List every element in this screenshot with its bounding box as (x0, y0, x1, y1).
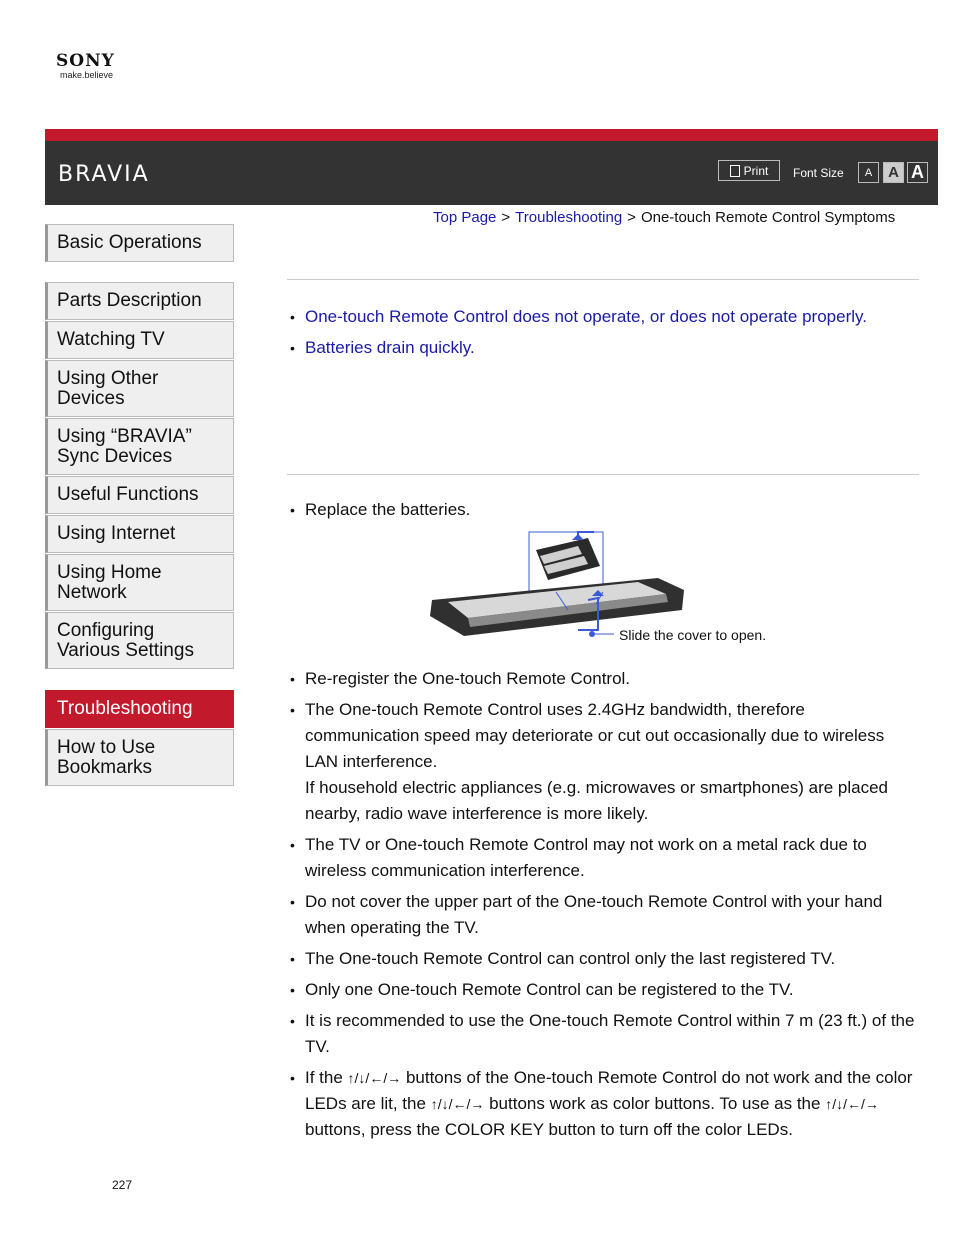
list-item (290, 946, 920, 972)
sidebar-item-label: Useful Functions (57, 484, 199, 505)
list-item (290, 497, 920, 523)
sidebar-item-basic-operations[interactable] (45, 224, 234, 262)
solution-text: Do not cover the upper part of the One-touch Remote Control with your hand when operating the TV. (305, 892, 883, 937)
solution-text: Re-register the One-touch Remote Control. (305, 669, 631, 688)
symptom-list (290, 304, 920, 366)
solution-text: Replace the batteries. (305, 500, 471, 519)
breadcrumb-troubleshooting[interactable]: Troubleshooting (515, 209, 623, 226)
arrow-buttons-icon: ↑/↓/←/→ (430, 1096, 485, 1112)
page-number: 227 (112, 1178, 133, 1192)
breadcrumb-top-page[interactable]: Top Page (433, 209, 497, 226)
solution-list-top (290, 497, 920, 528)
breadcrumb-current: One-touch Remote Control Symptoms (640, 209, 896, 226)
solution-text: • The One-touch Remote Control uses 2.4GHz bandwidth, therefore communication speed may deteriorate or cut out occasionally due to wireless LAN interference. (305, 700, 885, 771)
section-divider (287, 279, 919, 280)
sidebar-item-using-internet[interactable] (45, 515, 234, 553)
sidebar-item-label: Parts Description (57, 290, 202, 311)
sidebar-item-bravia-sync-devices[interactable] (45, 418, 234, 475)
sidebar-item-label: How to Use Bookmarks (57, 736, 156, 778)
sidebar-item-label: Using Other Devices (57, 367, 159, 409)
sidebar-item-label: Using Home Network (57, 561, 162, 603)
figure-caption: Slide the cover to open. (619, 627, 767, 643)
arrow-note-text: buttons work as color buttons. To use as the (489, 1094, 821, 1113)
solution-text: The One-touch Remote Control can control only the last registered TV. (305, 949, 836, 968)
arrow-buttons-icon: ↑/↓/←/→ (347, 1070, 402, 1086)
symptom-link[interactable]: One-touch Remote Control does not operate, or does not operate properly. (305, 307, 867, 326)
arrow-note-text: buttons of the One-touch Remote Control do not work and the color LEDs are lit, the (305, 1068, 913, 1113)
list-item (290, 1065, 920, 1143)
sidebar-item-label: Using “BRAVIA” Sync Devices (57, 425, 192, 467)
header-accent-stripe (45, 129, 938, 141)
sidebar-item-how-to-use-bookmarks[interactable] (45, 729, 234, 786)
sidebar-item-configuring-settings[interactable] (45, 612, 234, 669)
sony-tagline: make.believe (60, 70, 114, 80)
list-item (290, 304, 920, 330)
breadcrumb-separator: > (627, 209, 636, 226)
list-item (290, 666, 920, 692)
sidebar-item-label: Basic Operations (57, 232, 202, 253)
list-item (290, 832, 920, 884)
breadcrumb-separator: > (501, 209, 511, 226)
solution-note: If household electric appliances (e.g. microwaves or smartphones) are placed nearby, radio wave interference is more likely. (305, 778, 889, 823)
list-item (290, 977, 920, 1003)
font-size-large-button[interactable]: A (907, 162, 928, 183)
arrow-buttons-icon: ↑/↓/←/→ (825, 1096, 879, 1112)
sidebar-item-label: Configuring Various Settings (57, 619, 194, 661)
list-item (290, 889, 920, 941)
arrow-note-text: buttons, press the COLOR KEY button to turn off the color LEDs. (305, 1120, 793, 1139)
arrow-note-text: If the (305, 1068, 343, 1087)
sidebar-item-parts-description[interactable] (45, 282, 234, 320)
sidebar-item-using-home-network[interactable] (45, 554, 234, 611)
breadcrumb (433, 209, 895, 226)
solution-text: Only one One-touch Remote Control can be registered to the TV. (305, 980, 794, 999)
font-size-medium-button[interactable]: A (883, 162, 904, 183)
solution-list (290, 666, 920, 1148)
print-button[interactable] (718, 160, 780, 181)
print-label: Print (743, 163, 769, 178)
bravia-logo: BRAVIA (58, 162, 150, 187)
sidebar-item-label: Watching TV (57, 329, 165, 350)
sidebar-item-watching-tv[interactable] (45, 321, 234, 359)
header-bar (45, 129, 938, 205)
sidebar-item-label: Using Internet (57, 523, 176, 544)
list-item (290, 335, 920, 361)
sony-logo: SONY (56, 51, 115, 71)
font-size-small-button[interactable]: A (858, 162, 879, 183)
print-icon (730, 165, 740, 177)
solution-text: The TV or One-touch Remote Control may not work on a metal rack due to wireless communication interference. (305, 835, 867, 880)
sidebar-item-troubleshooting[interactable] (45, 690, 234, 728)
symptom-link[interactable]: Batteries drain quickly. (305, 338, 475, 357)
font-size-label: Font Size (793, 166, 844, 180)
sidebar-item-label: Troubleshooting (57, 698, 193, 719)
solution-text: It is recommended to use the One-touch Remote Control within 7 m (23 ft.) of the TV. (305, 1011, 915, 1056)
sidebar-item-useful-functions[interactable] (45, 476, 234, 514)
list-item (290, 697, 920, 827)
list-item (290, 1008, 920, 1060)
section-divider (287, 474, 919, 475)
sidebar-item-using-other-devices[interactable] (45, 360, 234, 417)
